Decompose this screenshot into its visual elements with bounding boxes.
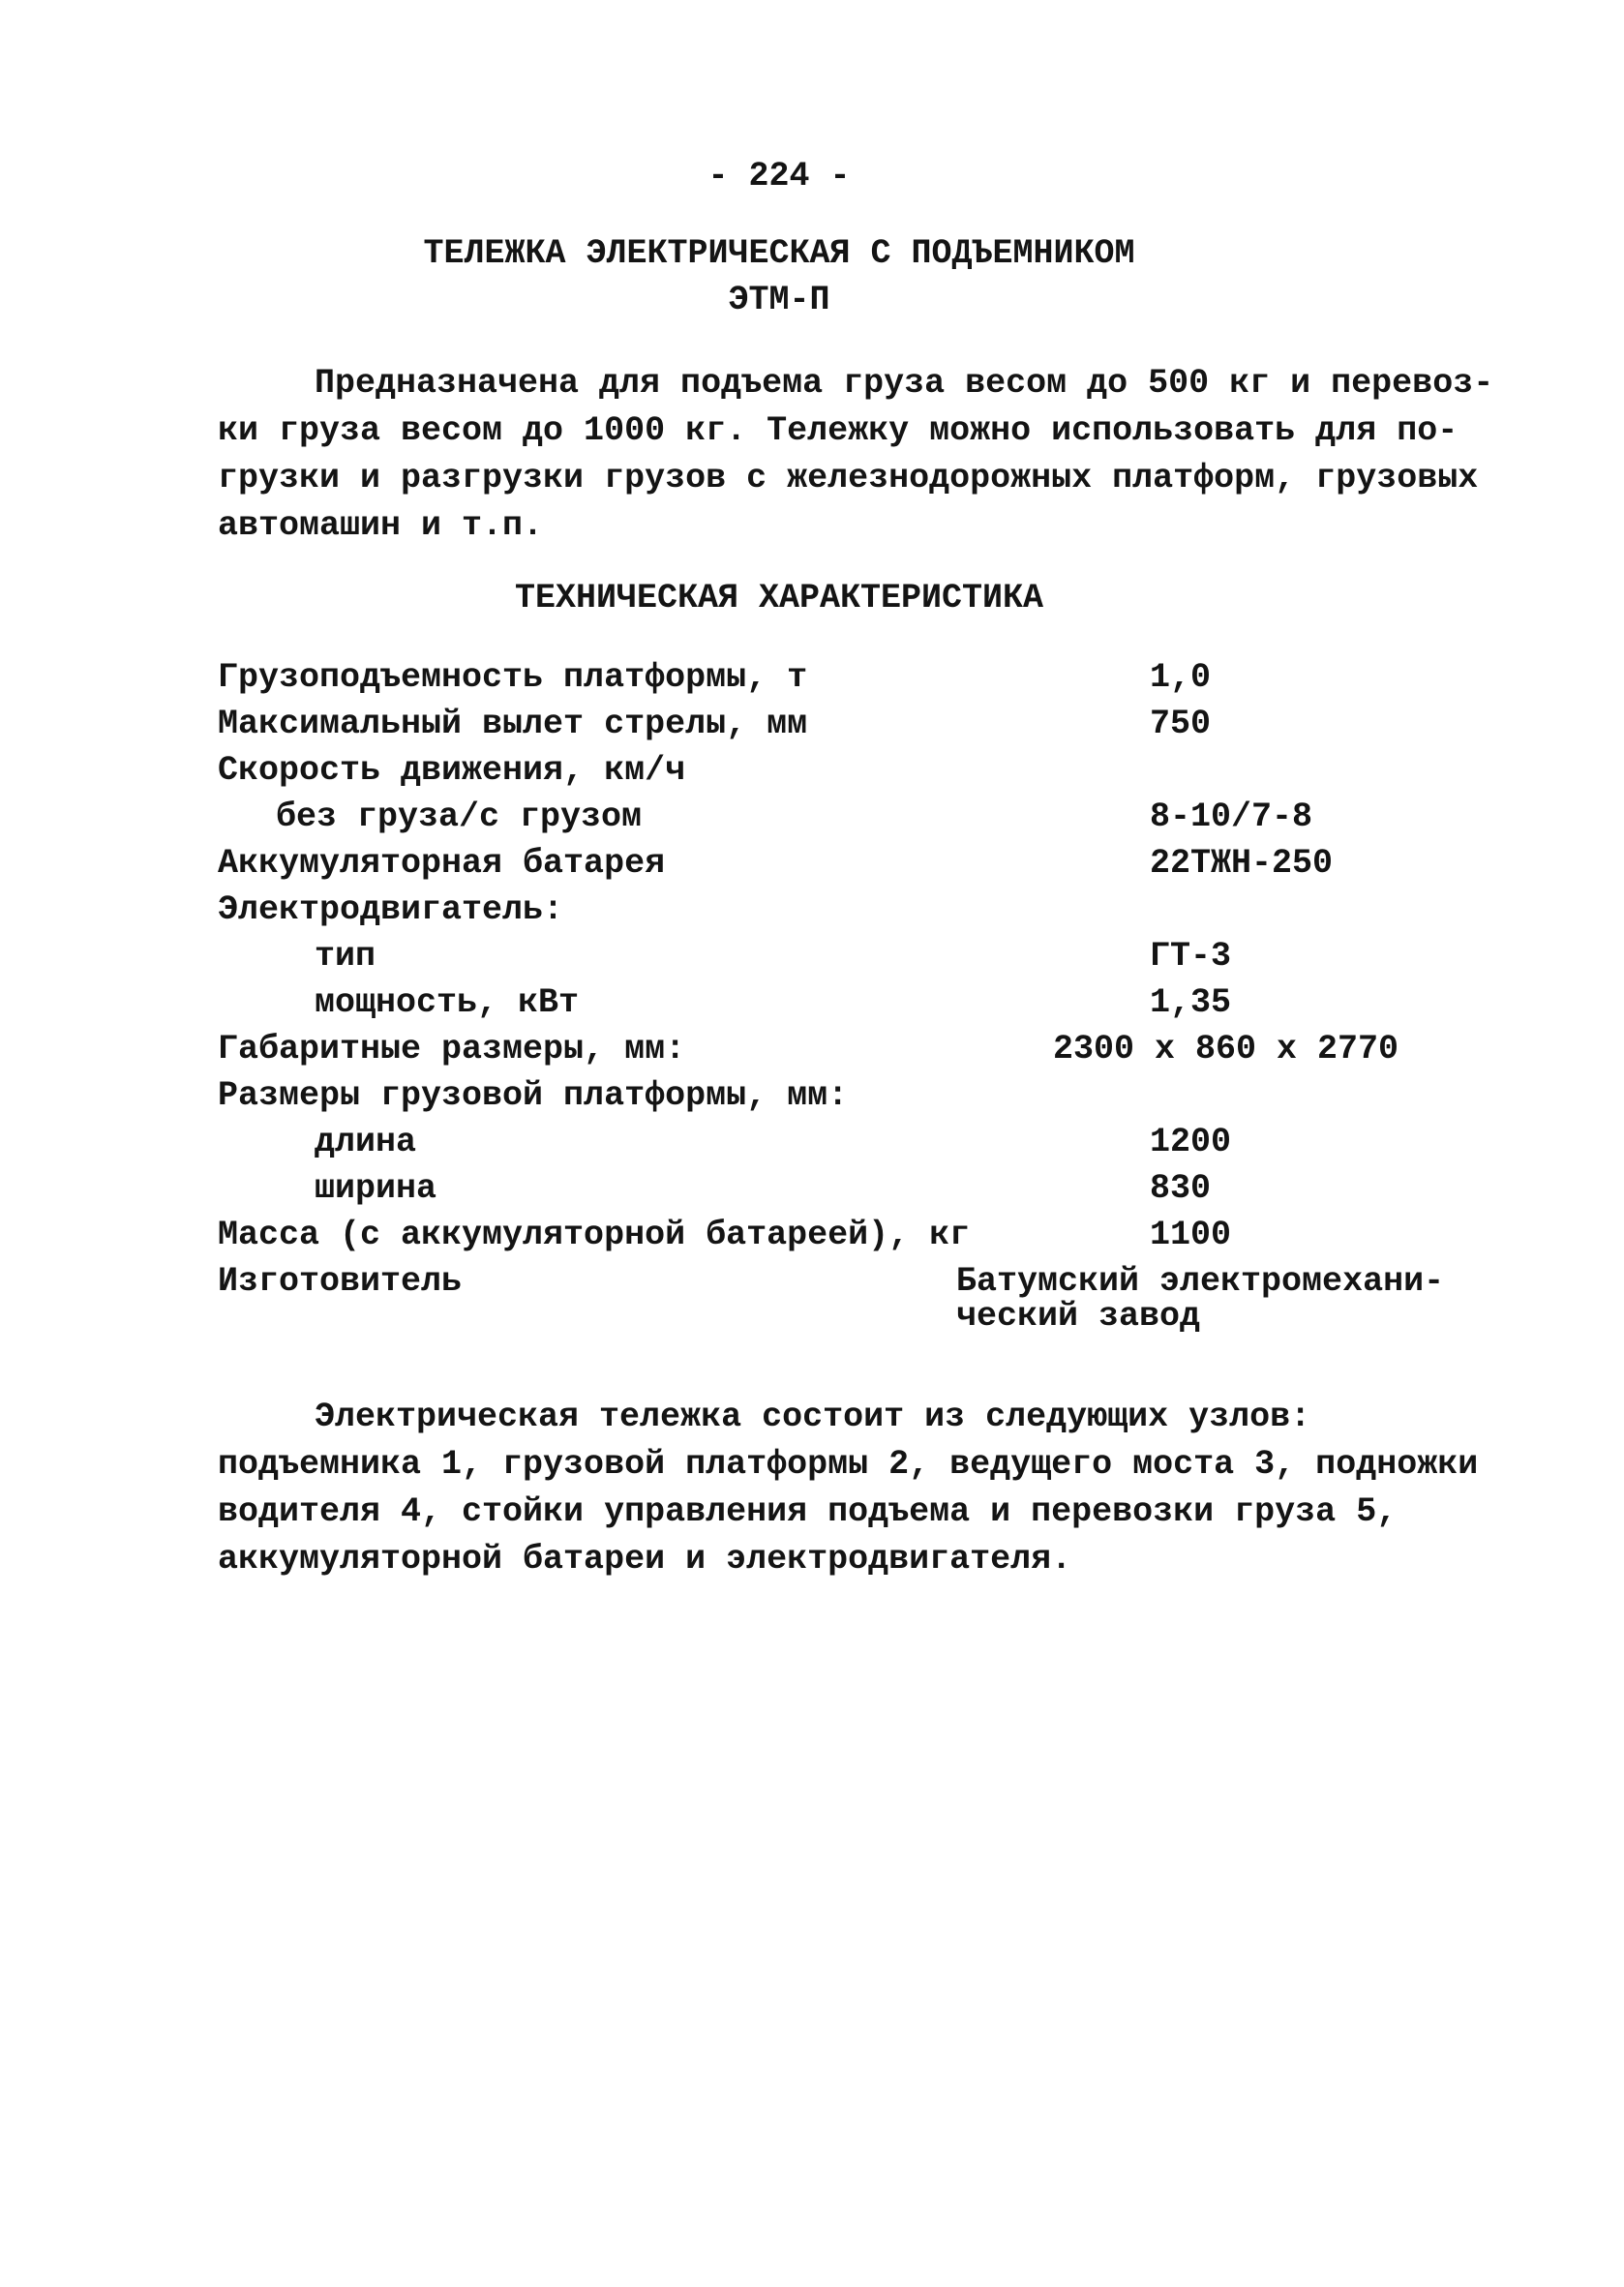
intro-text-line: автомашин и т.п.: [218, 506, 544, 545]
spec-label: длина: [315, 1123, 417, 1161]
description-text-line: подъемника 1, грузовой платформы 2, ведущего моста 3, подножки: [218, 1445, 1479, 1484]
spec-row-motor: [0, 887, 1624, 933]
spec-row-boom-reach: [0, 701, 1624, 747]
manufacturer-line: ческий завод: [956, 1297, 1201, 1336]
spec-label: Электродвигатель:: [218, 890, 564, 929]
spec-label: Скорость движения, км/ч: [218, 751, 686, 790]
spec-label: тип: [315, 937, 376, 976]
spec-value: 22ТЖН-250: [1150, 844, 1334, 883]
spec-row-platform-width: [0, 1165, 1624, 1212]
spec-row-capacity: [0, 654, 1624, 701]
intro-text-line: ки груза весом до 1000 кг. Тележку можно использовать для по-: [218, 411, 1459, 450]
document-title: ТЕЛЕЖКА ЭЛЕКТРИЧЕСКАЯ С ПОДЪЕМНИКОМ: [423, 234, 1135, 273]
spec-label: без груза/с грузом: [276, 797, 643, 836]
spec-row-mass: [0, 1212, 1624, 1258]
intro-text-line: грузки и разгрузки грузов с железнодорожных платформ, грузовых: [218, 459, 1479, 497]
spec-value: ГТ-3: [1150, 937, 1232, 976]
spec-value: 1100: [1150, 1216, 1232, 1254]
spec-label: мощность, кВт: [315, 983, 580, 1022]
spec-value: 2300 х 860 х 2770: [1053, 1030, 1399, 1068]
spec-row-dimensions: [0, 1026, 1624, 1072]
page-number: - 224 -: [707, 157, 851, 196]
spec-value: 1200: [1150, 1123, 1232, 1161]
spec-value: 750: [1150, 705, 1212, 743]
spec-value: 1,0: [1150, 658, 1212, 697]
spec-value: 830: [1150, 1169, 1212, 1208]
description-text-line: Электрическая тележка состоит из следующих узлов:: [315, 1398, 1311, 1436]
description-text-line: аккумуляторной батареи и электродвигателя.: [218, 1540, 1072, 1579]
spec-label: Габаритные размеры, мм:: [218, 1030, 686, 1068]
spec-row-motor-type: [0, 933, 1624, 979]
spec-value: 1,35: [1150, 983, 1232, 1022]
model-designation: ЭТМ-П: [728, 281, 830, 319]
spec-value-manufacturer: [956, 1264, 1444, 1334]
spec-row-motor-power: [0, 979, 1624, 1026]
spec-label: Масса (с аккумуляторной батареей), кг: [218, 1216, 971, 1254]
intro-text-line: Предназначена для подъема груза весом до 500 кг и перевоз-: [315, 364, 1494, 403]
spec-heading: ТЕХНИЧЕСКАЯ ХАРАКТЕРИСТИКА: [514, 579, 1044, 617]
description-text-line: водителя 4, стойки управления подъема и перевозки груза 5,: [218, 1492, 1398, 1531]
spec-row-speed: [0, 747, 1624, 794]
spec-row-speed-values: [0, 794, 1624, 840]
spec-value: 8-10/7-8: [1150, 797, 1313, 836]
spec-row-battery: [0, 840, 1624, 887]
manufacturer-line: Батумский электромехани-: [956, 1262, 1445, 1301]
spec-row-manufacturer: [0, 1258, 1624, 1345]
spec-label: Грузоподъемность платформы, т: [218, 658, 808, 697]
spec-label: Аккумуляторная батарея: [218, 844, 666, 883]
spec-row-platform-length: [0, 1119, 1624, 1165]
spec-label: Размеры грузовой платформы, мм:: [218, 1076, 849, 1115]
spec-label: Изготовитель: [218, 1262, 463, 1301]
spec-row-platform-size: [0, 1072, 1624, 1119]
spec-label: ширина: [315, 1169, 437, 1208]
spec-label: Максимальный вылет стрелы, мм: [218, 705, 808, 743]
